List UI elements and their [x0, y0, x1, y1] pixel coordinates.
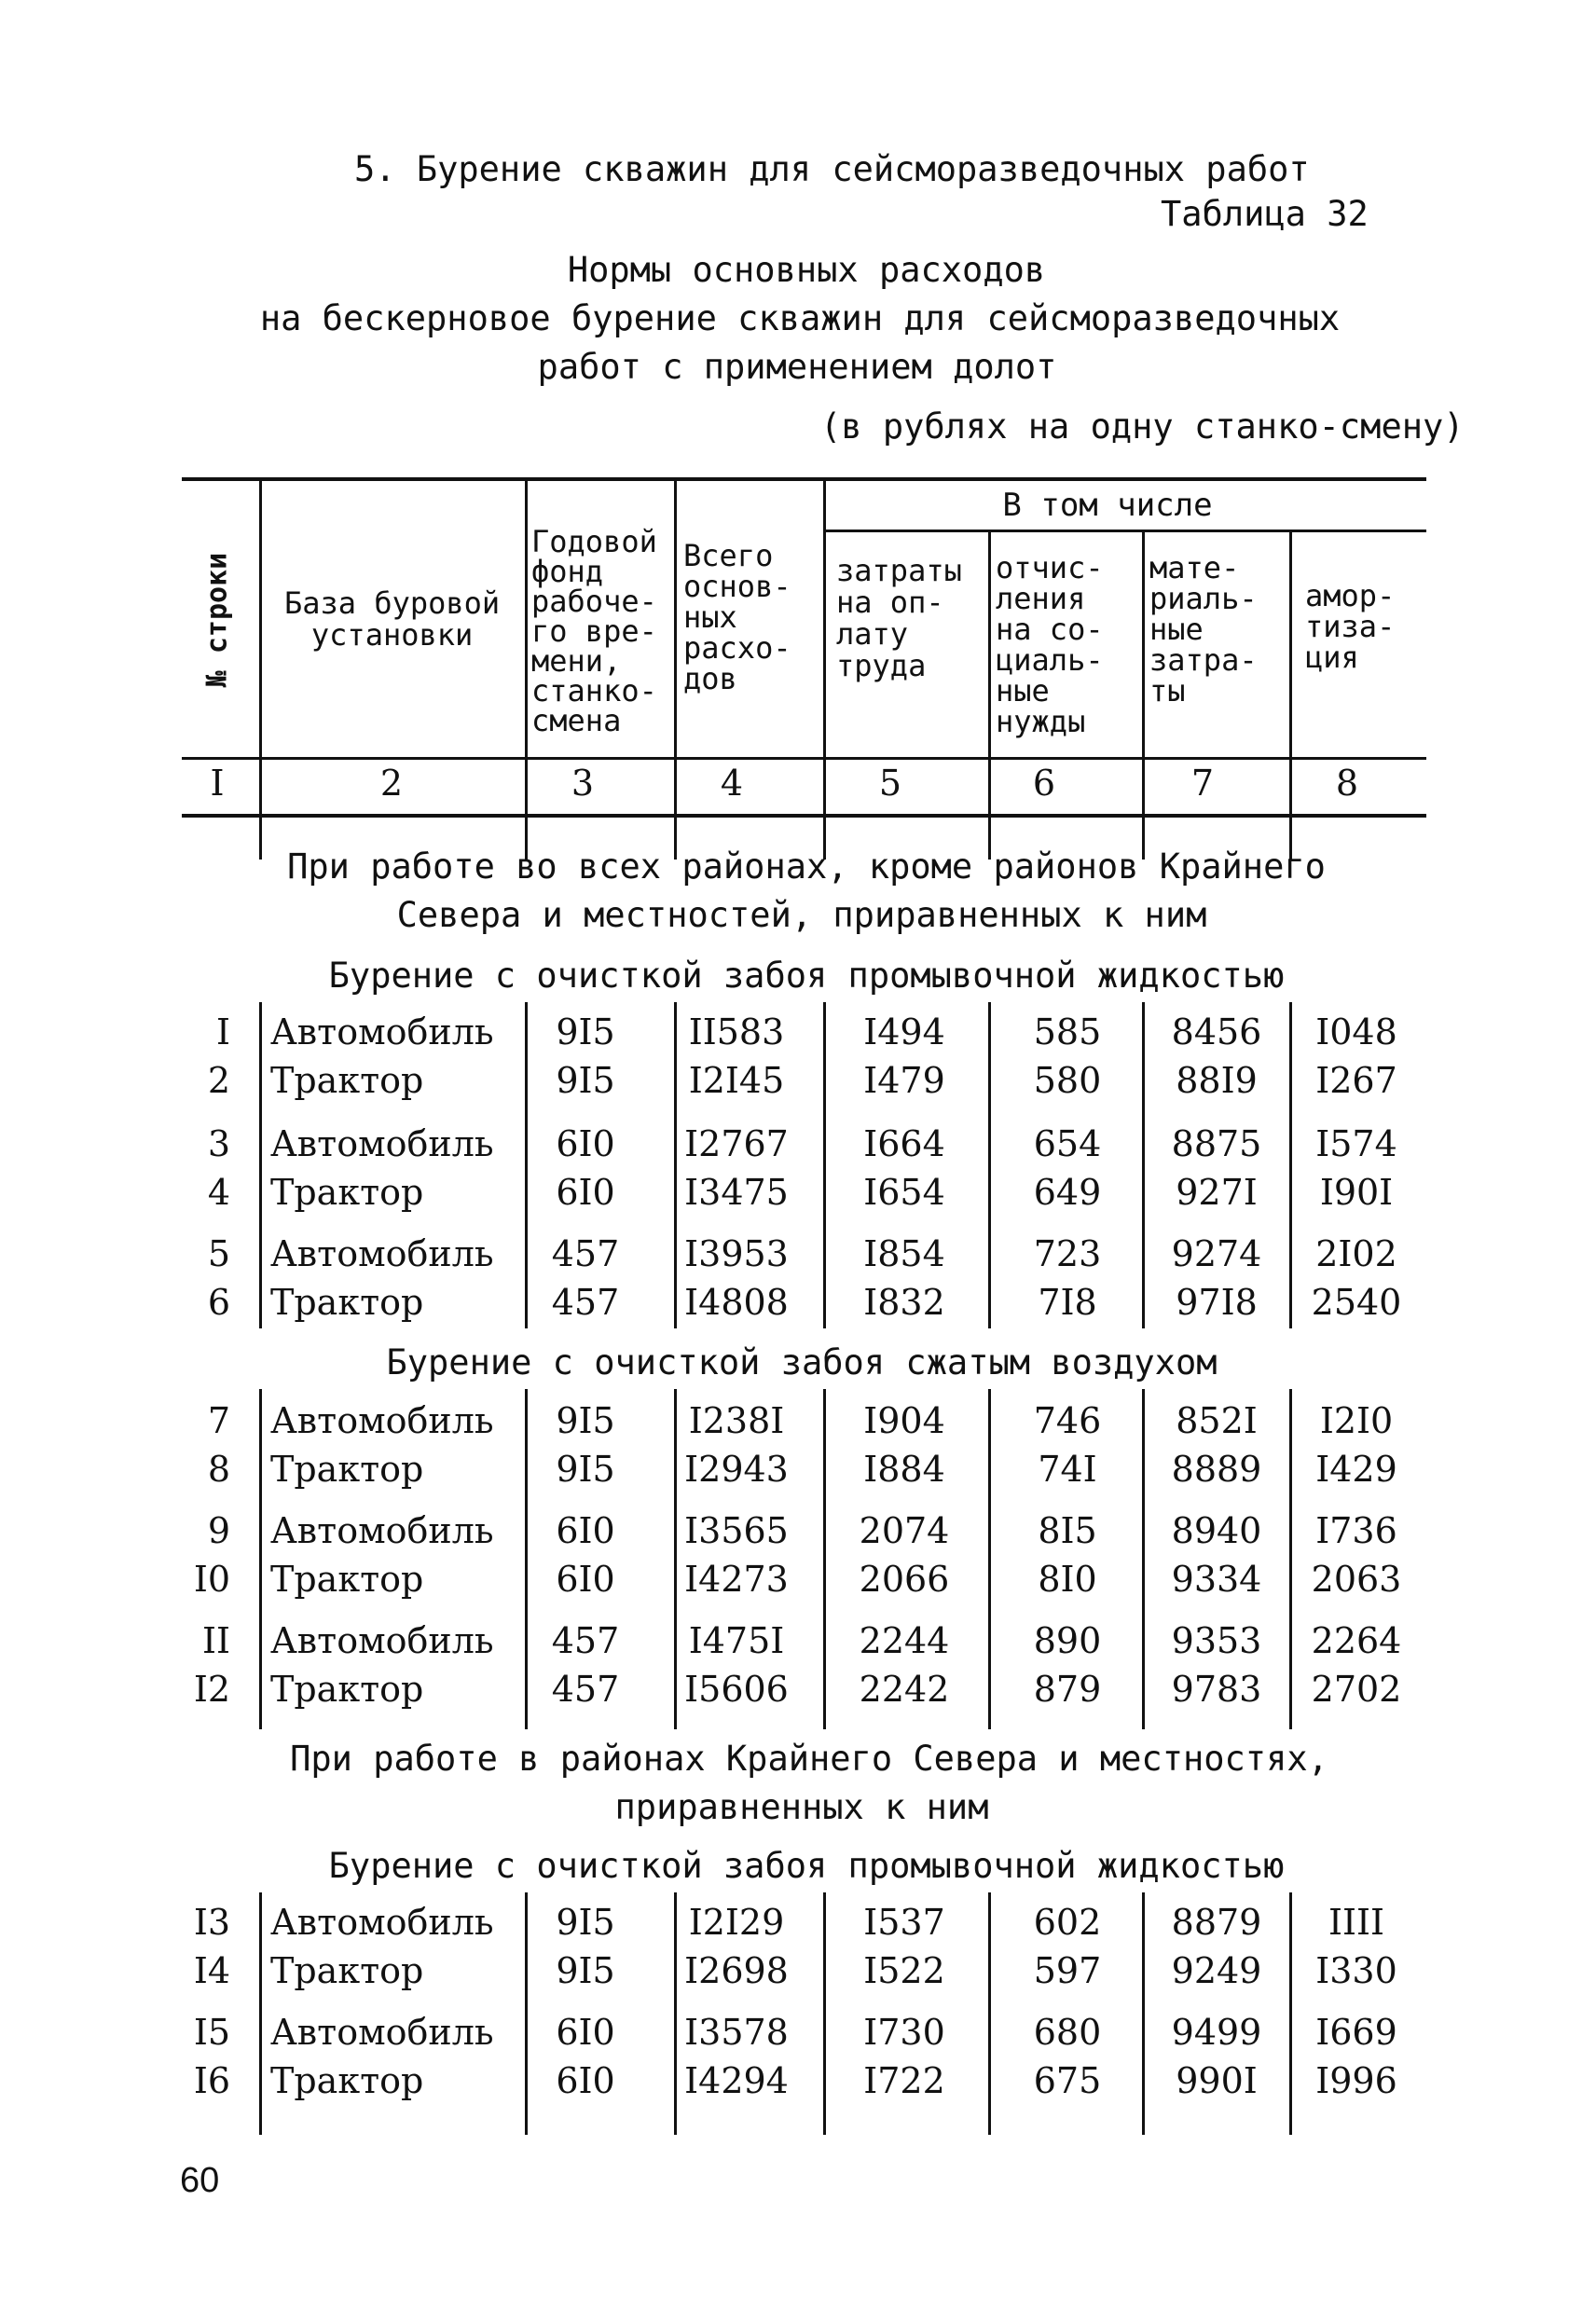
- cell-total: II583: [688, 1011, 785, 1052]
- cell-labor: I537: [863, 1902, 945, 1943]
- header-vline-4: [823, 477, 826, 860]
- cell-amort: I90I: [1319, 1172, 1394, 1213]
- cell-mat: 9499: [1171, 2012, 1262, 2053]
- cell-base: Автомобиль: [270, 1400, 494, 1441]
- cell-labor: I494: [863, 1011, 945, 1052]
- cell-mat: 8940: [1171, 1510, 1262, 1551]
- cell-n: I5: [193, 2012, 230, 2053]
- cell-mat: 9249: [1171, 1950, 1262, 1991]
- cell-base: Автомобиль: [270, 1123, 494, 1164]
- cell-base: Автомобиль: [270, 1902, 494, 1943]
- body-vline-1-4: [823, 1002, 826, 1328]
- cell-amort: I267: [1315, 1060, 1397, 1101]
- header-group: В том числе: [1002, 487, 1213, 524]
- body-vline-2-7: [1289, 1389, 1292, 1729]
- cell-social: 602: [1033, 1902, 1102, 1943]
- cell-labor: I654: [863, 1172, 945, 1213]
- cell-base: Трактор: [270, 1669, 424, 1710]
- cell-n: I6: [193, 2060, 230, 2101]
- cell-base: Трактор: [270, 1172, 424, 1213]
- cell-social: 580: [1033, 1060, 1102, 1101]
- cell-social: 7I8: [1038, 1282, 1097, 1323]
- header-social: отчис- ления на со- циаль- ные нужды: [996, 550, 1104, 739]
- cell-n: 9: [207, 1510, 230, 1551]
- cell-mat: 990I: [1176, 2060, 1258, 2101]
- cell-social: 723: [1033, 1233, 1102, 1274]
- body-vline-2-3: [674, 1389, 677, 1729]
- cell-social: 746: [1033, 1400, 1102, 1441]
- cell-mat: 8889: [1171, 1449, 1262, 1490]
- body-vline-2-5: [988, 1389, 991, 1729]
- cell-n: 8: [207, 1449, 230, 1490]
- cell-mat: 9353: [1171, 1620, 1262, 1661]
- body-vline-1-5: [988, 1002, 991, 1328]
- cell-fund: 9I5: [556, 1011, 615, 1052]
- cell-mat: 9334: [1171, 1559, 1262, 1600]
- cell-mat: 852I: [1176, 1400, 1258, 1441]
- cell-labor: I722: [863, 2060, 945, 2101]
- body-vline-3-3: [674, 1892, 677, 2135]
- body-vline-3-1: [259, 1892, 262, 2135]
- body-vline-2-4: [823, 1389, 826, 1729]
- cell-fund: 6I0: [556, 1510, 615, 1551]
- cell-mat: 97I8: [1176, 1282, 1258, 1323]
- cell-fund: 9I5: [556, 1400, 615, 1441]
- cell-mat: 8879: [1171, 1902, 1262, 1943]
- header-vline-3: [674, 477, 677, 860]
- body-vline-2-6: [1142, 1389, 1145, 1729]
- cell-base: Автомобиль: [270, 1011, 494, 1052]
- cell-n: II: [201, 1620, 230, 1661]
- cell-fund: 9I5: [556, 1902, 615, 1943]
- cell-base: Трактор: [270, 1559, 424, 1600]
- body-vline-1-1: [259, 1002, 262, 1328]
- cell-social: 74I: [1038, 1449, 1097, 1490]
- body-vline-1-7: [1289, 1002, 1292, 1328]
- cell-labor: I522: [863, 1950, 945, 1991]
- cell-mat: 8456: [1171, 1011, 1262, 1052]
- cell-base: Трактор: [270, 1060, 424, 1101]
- header-total: Всего основ- ных расхо- дов: [683, 538, 791, 696]
- column-number-2: 2: [379, 763, 404, 804]
- header-vline-5: [988, 530, 991, 860]
- cell-mat: 9783: [1171, 1669, 1262, 1710]
- body-vline-3-5: [988, 1892, 991, 2135]
- subsection-3: Бурение с очисткой забоя промывочной жидкостью: [328, 1846, 1285, 1886]
- cell-social: 675: [1033, 2060, 1102, 2101]
- cell-total: I4808: [684, 1282, 789, 1323]
- cell-total: I4294: [684, 2060, 789, 2101]
- cell-n: 3: [207, 1123, 230, 1164]
- cell-n: 4: [207, 1172, 230, 1213]
- cell-fund: 6I0: [556, 2012, 615, 2053]
- cell-base: Трактор: [270, 1950, 424, 1991]
- zone-1-heading: При работе во всех районах, кроме районов Крайнего: [287, 846, 1326, 887]
- column-number-3: 3: [571, 763, 595, 804]
- table-label: Таблица 32: [1161, 194, 1369, 234]
- cell-social: 8I5: [1038, 1510, 1097, 1551]
- page-number: 60: [180, 2161, 220, 2200]
- cell-social: 879: [1033, 1669, 1102, 1710]
- cell-amort: 2540: [1311, 1282, 1402, 1323]
- subsection-1: Бурение с очисткой забоя промывочной жидкостью: [328, 956, 1285, 996]
- header-bottom-rule: [182, 757, 1426, 760]
- column-number-4: 4: [720, 763, 744, 804]
- cell-n: I3: [193, 1902, 230, 1943]
- section-title: 5. Бурение скважин для сейсморазведочных работ: [354, 149, 1310, 189]
- cell-fund: 6I0: [556, 1559, 615, 1600]
- unit-note: (в рублях на одну станко-смену): [820, 406, 1465, 447]
- cell-mat: 927I: [1176, 1172, 1258, 1213]
- cell-labor: I664: [863, 1123, 945, 1164]
- body-vline-3-7: [1289, 1892, 1292, 2135]
- cell-fund: 457: [551, 1233, 620, 1274]
- column-number-6: 6: [1032, 763, 1056, 804]
- cell-base: Трактор: [270, 1449, 424, 1490]
- body-vline-1-3: [674, 1002, 677, 1328]
- cell-base: Автомобиль: [270, 2012, 494, 2053]
- cell-amort: I996: [1315, 2060, 1397, 2101]
- cell-social: 8I0: [1038, 1559, 1097, 1600]
- cell-amort: I736: [1315, 1510, 1397, 1551]
- body-vline-3-2: [525, 1892, 528, 2135]
- cell-n: 7: [207, 1400, 230, 1441]
- cell-amort: 2063: [1311, 1559, 1402, 1600]
- body-vline-3-4: [823, 1892, 826, 2135]
- cell-mat: 88I9: [1176, 1060, 1258, 1101]
- cell-amort: I669: [1315, 2012, 1397, 2053]
- cell-n: I: [215, 1011, 230, 1052]
- cell-fund: 6I0: [556, 1172, 615, 1213]
- cell-labor: I854: [863, 1233, 945, 1274]
- cell-fund: 6I0: [556, 2060, 615, 2101]
- cell-base: Автомобиль: [270, 1620, 494, 1661]
- header-vline-6: [1142, 530, 1145, 860]
- header-vline-1: [259, 477, 262, 860]
- header-top-rule: [182, 477, 1426, 481]
- cell-labor: I730: [863, 2012, 945, 2053]
- cell-total: I2767: [684, 1123, 789, 1164]
- body-vline-2-2: [525, 1389, 528, 1729]
- zone-1-heading-cont: Севера и местностей, приравненных к ним: [396, 895, 1207, 935]
- cell-social: 585: [1033, 1011, 1102, 1052]
- header-base: База буровой установки: [284, 585, 501, 653]
- body-vline-1-6: [1142, 1002, 1145, 1328]
- cell-total: I475I: [688, 1620, 785, 1661]
- cell-labor: 2074: [859, 1510, 950, 1551]
- cell-total: I3953: [684, 1233, 789, 1274]
- caption-line-3: работ с применением долот: [537, 347, 1057, 387]
- cell-fund: 457: [551, 1620, 620, 1661]
- cell-labor: 2244: [859, 1620, 950, 1661]
- cell-total: I2I45: [688, 1060, 785, 1101]
- cell-amort: IIII: [1328, 1902, 1385, 1943]
- zone-2-heading-cont: приравненных к ним: [614, 1787, 989, 1827]
- body-vline-2-1: [259, 1389, 262, 1729]
- cell-fund: 9I5: [556, 1950, 615, 1991]
- cell-base: Трактор: [270, 1282, 424, 1323]
- column-number-8: 8: [1335, 763, 1359, 804]
- cell-total: I5606: [684, 1669, 789, 1710]
- cell-labor: 2242: [859, 1669, 950, 1710]
- cell-amort: I2I0: [1319, 1400, 1394, 1441]
- cell-fund: 9I5: [556, 1449, 615, 1490]
- cell-total: I3475: [684, 1172, 789, 1213]
- cell-fund: 457: [551, 1669, 620, 1710]
- cell-base: Трактор: [270, 2060, 424, 2101]
- cell-total: I238I: [688, 1400, 785, 1441]
- cell-n: I2: [193, 1669, 230, 1710]
- cell-mat: 8875: [1171, 1123, 1262, 1164]
- cell-amort: I429: [1315, 1449, 1397, 1490]
- cell-social: 654: [1033, 1123, 1102, 1164]
- cell-total: I3578: [684, 2012, 789, 2053]
- cell-n: I4: [193, 1950, 230, 1991]
- cell-n: I0: [193, 1559, 230, 1600]
- cell-labor: I479: [863, 1060, 945, 1101]
- header-labor: затраты на оп- лату труда: [836, 553, 962, 683]
- cell-total: I3565: [684, 1510, 789, 1551]
- cell-total: I2I29: [688, 1902, 785, 1943]
- cell-amort: I330: [1315, 1950, 1397, 1991]
- header-vline-2: [525, 477, 528, 860]
- cell-n: 5: [207, 1233, 230, 1274]
- cell-total: I4273: [684, 1559, 789, 1600]
- cell-amort: I048: [1315, 1011, 1397, 1052]
- cell-base: Автомобиль: [270, 1233, 494, 1274]
- body-vline-3-6: [1142, 1892, 1145, 2135]
- cell-social: 597: [1033, 1950, 1102, 1991]
- zone-2-heading: При работе в районах Крайнего Севера и местностях,: [290, 1739, 1328, 1779]
- header-fund: Годовой фонд рабоче- го вре- мени, станко- смена: [531, 524, 657, 738]
- cell-fund: 9I5: [556, 1060, 615, 1101]
- header-amortization: амор- тиза- ция: [1305, 578, 1396, 675]
- caption-line-1: Нормы основных расходов: [567, 250, 1046, 290]
- cell-labor: I904: [863, 1400, 945, 1441]
- cell-labor: I884: [863, 1449, 945, 1490]
- group-header-rule: [825, 530, 1426, 532]
- subsection-2: Бурение с очисткой забоя сжатым воздухом: [386, 1342, 1218, 1382]
- cell-social: 890: [1033, 1620, 1102, 1661]
- cell-labor: I832: [863, 1282, 945, 1323]
- cell-n: 6: [207, 1282, 230, 1323]
- header-material: мате- риаль- ные затра- ты: [1149, 550, 1258, 708]
- cell-labor: 2066: [859, 1559, 950, 1600]
- cell-base: Автомобиль: [270, 1510, 494, 1551]
- cell-amort: 2702: [1311, 1669, 1402, 1710]
- cell-fund: 6I0: [556, 1123, 615, 1164]
- column-number-1: I: [210, 763, 225, 804]
- caption-line-2: на бескерновое бурение скважин для сейсморазведочных: [259, 298, 1341, 338]
- cell-amort: 2I02: [1315, 1233, 1397, 1274]
- cell-mat: 9274: [1171, 1233, 1262, 1274]
- body-vline-1-2: [525, 1002, 528, 1328]
- cell-social: 649: [1033, 1172, 1102, 1213]
- column-number-5: 5: [878, 763, 902, 804]
- header-vline-7: [1289, 530, 1292, 860]
- cell-n: 2: [207, 1060, 230, 1101]
- colnum-bottom-rule: [182, 814, 1426, 818]
- cell-total: I2943: [684, 1449, 789, 1490]
- cell-amort: 2264: [1311, 1620, 1402, 1661]
- cell-amort: I574: [1315, 1123, 1397, 1164]
- header-row-number: № строки: [200, 552, 234, 688]
- cell-total: I2698: [684, 1950, 789, 1991]
- cell-social: 680: [1033, 2012, 1102, 2053]
- cell-fund: 457: [551, 1282, 620, 1323]
- column-number-7: 7: [1190, 763, 1215, 804]
